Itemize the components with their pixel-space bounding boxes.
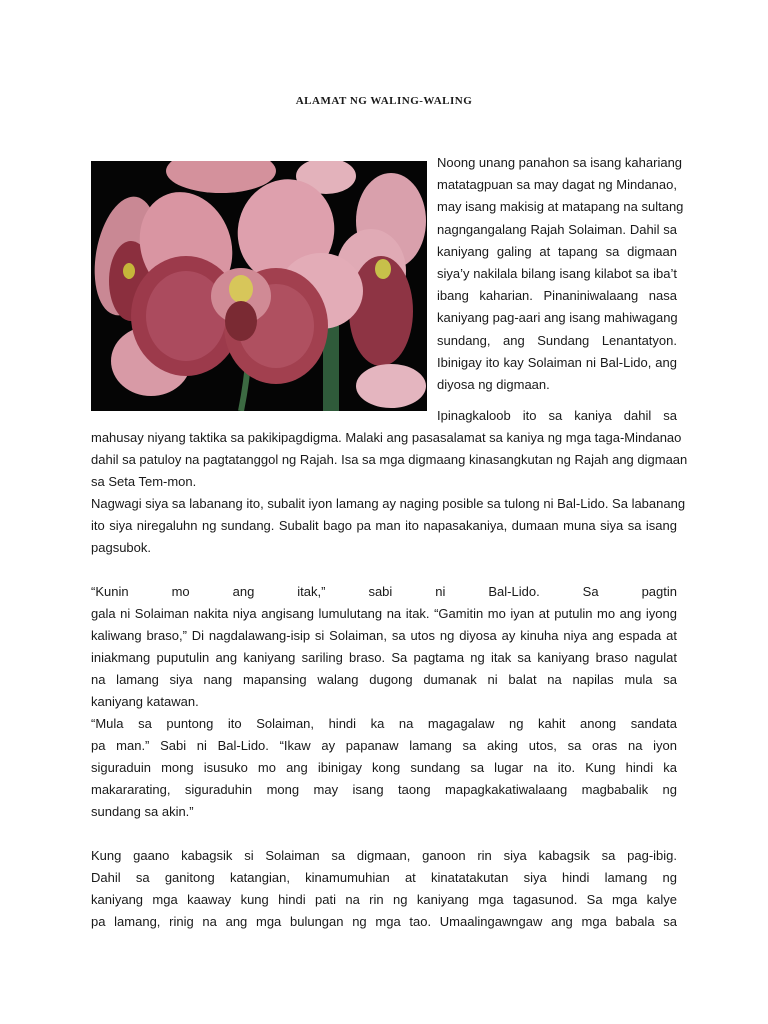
text-line: mahusay niyang taktika sa pakikipagdigma. Malaki ang pasasalamat sa kaniya ng mga taga-Mindanao [91,430,682,445]
text-line: pa man.” Sabi ni Bal-Lido. “Ikaw ay papanaw lamang sa aking utos, sa oras na iyon [91,738,677,753]
text-line: siguraduin mong isusuko mo ang ibinigay kong sundang sa lugar na ito. Kung hindi ka [91,760,677,775]
text-line: iniakmang puputulin ang kaniyang sariling braso. Sa pagtama ng itak sa kaniyang braso nagulat [91,650,677,665]
text-line: Ibinigay ito kay Solaiman ni Bal-Lido, ang [437,354,677,370]
text-line: pa lamang, rinig na ang mga bulungan ng mga tao. Umaalingawngaw ang mga babala sa [91,914,677,929]
text-line: ito siya niregaluhn ng sundang. Subalit bago pa man ito napasakaniya, dumaan muna siya sa isang [91,518,677,533]
text-line: kaniyang katawan. [91,694,199,709]
text-line: kaniyang pag-aari ang isang mahiwagang [437,310,678,326]
text-line: kaliwang braso,” Di nagdalawang-isip si Solaiman, sa utos ng diyosa ay kinuha niya ang espada at [91,628,677,643]
text-line: sundang, ang Sundang Lenantatyon. [437,332,677,348]
text-line: “Mula sa puntong ito Solaiman, hindi ka na magagalaw ng kahit anong sandata [91,716,677,731]
text-line: Kung gaano kabagsik si Solaiman sa digmaan, ganoon rin siya kabagsik sa pag-ibig. [91,848,677,863]
text-line: pagsubok. [91,540,151,555]
text-line: Nagwagi siya sa labanang ito, subalit iyon lamang ay naging posible sa tulong ni Bal-Lido. Sa labanang [91,496,686,511]
text-line: sundang sa akin.” [91,804,194,819]
page-title: ALAMAT NG WALING-WALING [295,95,473,107]
text-line: kaniyang mga kaaway kung hindi pati na rin ng kaniyang mga tagasunod. Sa mga kalye [91,892,677,907]
text-line: sa Seta Tem-mon. [91,474,197,489]
text-line: “Kunin mo ang itak,” sabi ni Bal-Lido. Sa pagtin [91,584,677,599]
text-line: Ipinagkaloob ito sa kaniya dahil sa [437,408,677,423]
text-line: siya’y nakilala bilang isang kilabot sa iba’t [437,266,677,281]
text-line: Noong unang panahon sa isang kahariang [437,155,683,170]
text-line: nagngangalang Rajah Solaiman. Dahil sa [437,221,677,237]
text-line: matatagpuan sa may dagat ng Mindanao, [437,177,677,193]
text-line: na lamang siya nang mapansing walang dugong dumanak ni balat na napilas mula sa [91,672,677,687]
text-line: ibang kaharian. Pinaniniwalaang nasa [437,288,677,304]
text-line: Dahil sa ganitong katangian, kinamumuhian at kinatatakutan siya hindi lamang ng [91,870,677,885]
text-line: diyosa ng digmaan. [437,377,550,392]
text-line: dahil sa patuloy na pagtatanggol ng Rajah. Isa sa mga digmaang kinasangkutan ng Rajah ang digmaan [91,452,688,467]
text-line: kaniyang galing at tapang sa digmaan [437,243,677,259]
orchid-photo [91,161,427,411]
text-line: may isang makisig at matapang na sultang [437,199,684,215]
text-line: gala ni Solaiman nakita niya angisang lumulutang na itak. “Gamitin mo iyan at putulin mo ang iyong [91,606,677,621]
text-line: makararating, siguraduhin mong may isang taong mapagkakatiwalaang magbabalik ng [91,782,677,797]
